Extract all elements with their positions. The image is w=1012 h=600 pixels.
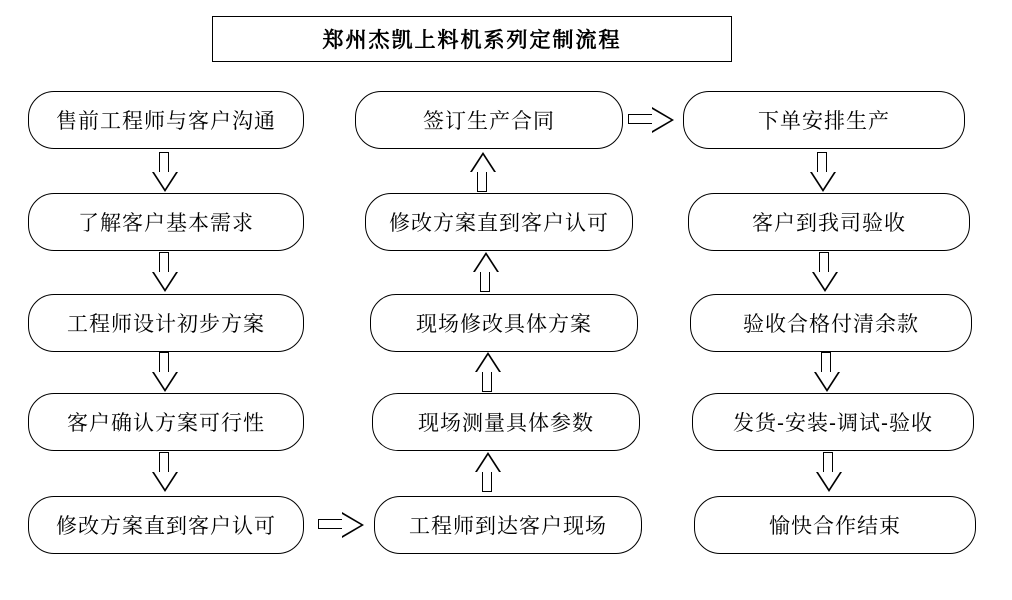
node-place-order-production[interactable]: 下单安排生产	[683, 91, 965, 149]
node-sign-production-contract[interactable]: 签订生产合同	[355, 91, 623, 149]
node-revise-until-approved-left[interactable]: 修改方案直到客户认可	[28, 496, 304, 554]
arrow-left-4-down	[152, 452, 178, 492]
diagram-title-box	[212, 16, 732, 62]
arrow-middle-5-up	[475, 452, 501, 492]
node-onsite-measure-parameters[interactable]: 现场测量具体参数	[372, 393, 640, 451]
node-customer-inspection[interactable]: 客户到我司验收	[688, 193, 970, 251]
arrow-middle-3-up	[473, 252, 499, 292]
arrow-middle-to-right	[628, 107, 674, 133]
node-customer-confirm-feasibility[interactable]: 客户确认方案可行性	[28, 393, 304, 451]
arrow-left-1-down	[152, 152, 178, 192]
arrow-right-4-down	[816, 452, 842, 492]
arrow-right-2-down	[812, 252, 838, 292]
node-presales-communication[interactable]: 售前工程师与客户沟通	[28, 91, 304, 149]
arrow-right-1-down	[810, 152, 836, 192]
page-title: 郑州杰凯上料机系列定制流程	[322, 28, 622, 52]
node-pay-balance-after-acceptance[interactable]: 验收合格付清余款	[690, 294, 972, 352]
arrow-left-3-down	[152, 352, 178, 392]
node-onsite-revise-plan[interactable]: 现场修改具体方案	[370, 294, 638, 352]
arrow-middle-2-up	[470, 152, 496, 192]
node-understand-requirements[interactable]: 了解客户基本需求	[28, 193, 304, 251]
arrow-middle-4-up	[475, 352, 501, 392]
node-revise-until-approved-middle[interactable]: 修改方案直到客户认可	[365, 193, 633, 251]
node-preliminary-design[interactable]: 工程师设计初步方案	[28, 294, 304, 352]
arrow-left-2-down	[152, 252, 178, 292]
node-cooperation-complete[interactable]: 愉快合作结束	[694, 496, 976, 554]
arrow-right-3-down	[814, 352, 840, 392]
arrow-left-to-middle-right	[318, 512, 364, 538]
node-engineer-arrives-onsite[interactable]: 工程师到达客户现场	[374, 496, 642, 554]
node-ship-install-debug-accept[interactable]: 发货-安装-调试-验收	[692, 393, 974, 451]
